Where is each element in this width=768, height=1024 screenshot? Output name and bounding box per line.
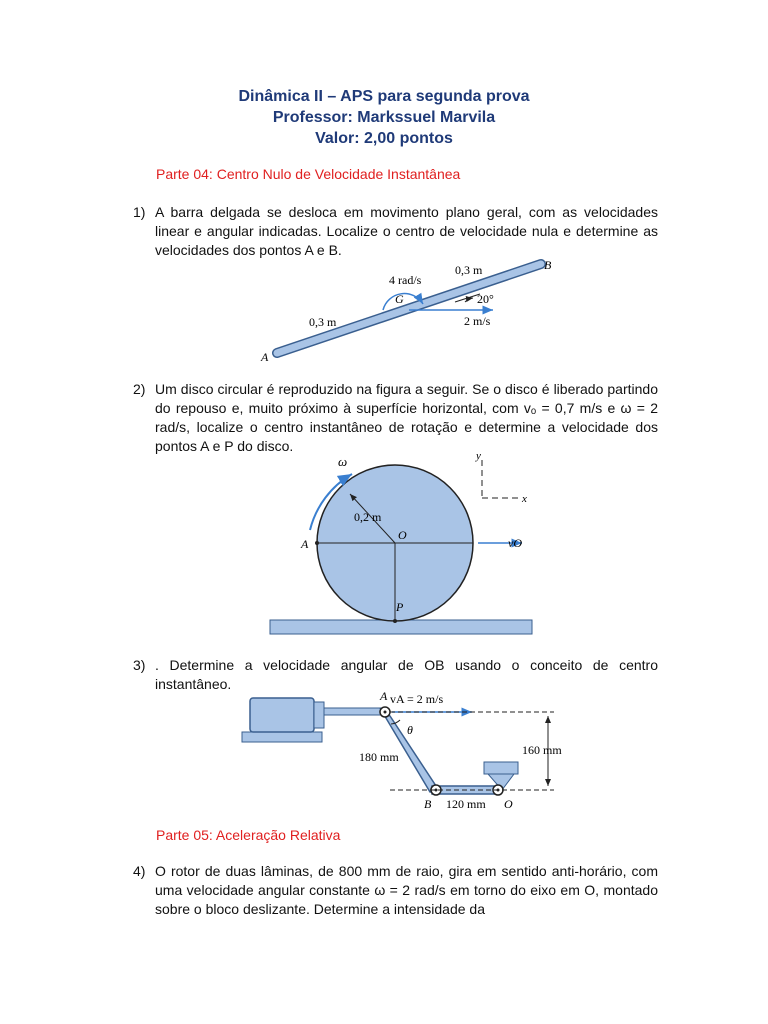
- label-point-o: O: [398, 528, 407, 542]
- problem-2: [133, 380, 658, 456]
- figure-bar: [255, 252, 575, 367]
- hydraulic-cylinder: [250, 698, 314, 732]
- document-header: [0, 86, 768, 149]
- label-omega: 4 rad/s: [389, 273, 422, 287]
- label-velocity: 2 m/s: [464, 314, 491, 328]
- section-heading-part05: Parte 05: Aceleração Relativa: [156, 827, 341, 843]
- figure-mechanism: [240, 688, 580, 813]
- label-point-p: P: [396, 600, 404, 614]
- label-point-g: G: [395, 292, 404, 306]
- label-point-a: A: [380, 689, 388, 703]
- label-point-b: B: [424, 797, 432, 811]
- document-title: Dinâmica II – APS para segunda prova: [238, 88, 530, 105]
- problem-text: Um disco circular é reproduzido na figura a seguir. Se o disco é liberado partindo do repouso e, muito próximo à superfície horizontal, com vₒ = 0,7 m/s e ω = 2 rad/s, localize o centro instantâneo de rotação e determine a velocidade dos pontos A e P do disco.: [155, 381, 658, 454]
- label-axis-x: x: [522, 493, 527, 505]
- professor-line: Professor: Markssuel Marvila: [272, 109, 496, 126]
- label-length-lower: 0,3 m: [309, 315, 337, 329]
- problem-number: 1): [133, 204, 146, 220]
- label-dist-bo: 120 mm: [446, 797, 486, 811]
- cylinder-base: [242, 732, 322, 742]
- problem-number: 2): [133, 381, 146, 397]
- piston-rod: [324, 708, 384, 715]
- label-point-b: B: [544, 258, 552, 272]
- label-link-ab: 180 mm: [359, 750, 399, 764]
- label-theta: θ: [407, 723, 413, 737]
- label-height: 160 mm: [522, 743, 562, 757]
- value-line: Valor: 2,00 pontos: [315, 130, 453, 147]
- label-velocity: vO: [508, 536, 522, 550]
- figure-disk: [270, 450, 532, 638]
- problem-text: O rotor de duas lâminas, de 800 mm de raio, gira em sentido anti-horário, com uma velocidade angular constante ω = 2 rad/s em torno do eixo em O, montado sobre o bloco deslizante. Determine a intensidade da: [155, 863, 658, 917]
- problem-4: [133, 862, 658, 919]
- problem-number: 4): [133, 863, 146, 879]
- label-axis-y: y: [476, 450, 481, 462]
- section-heading-part04: Parte 04: Centro Nulo de Velocidade Instantânea: [156, 166, 461, 182]
- problem-number: 3): [133, 657, 146, 673]
- label-angle: 20°: [477, 292, 494, 306]
- label-velocity: vA = 2 m/s: [390, 692, 444, 706]
- label-length-upper: 0,3 m: [455, 263, 483, 277]
- ground-surface: [270, 620, 532, 634]
- label-omega: ω: [338, 454, 348, 469]
- label-point-a: A: [261, 350, 269, 364]
- label-point-o: O: [504, 797, 513, 811]
- problem-text: . Determine a velocidade angular de OB usando o conceito de centro instantâneo.: [155, 657, 658, 692]
- label-radius: 0,2 m: [354, 510, 382, 524]
- label-point-a: A: [301, 537, 309, 551]
- problem-text: A barra delgada se desloca em movimento plano geral, com as velocidades linear e angular indicadas. Localize o centro de velocidade nula e determine as velocidades dos pontos A e B.: [155, 204, 658, 258]
- support-o: [484, 762, 518, 774]
